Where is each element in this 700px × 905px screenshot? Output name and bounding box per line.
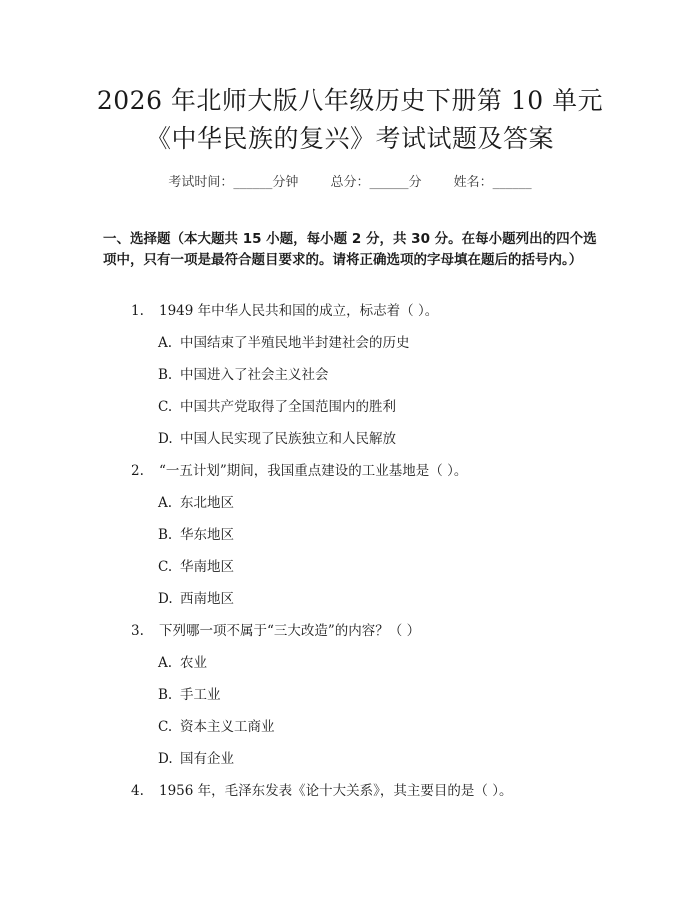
- option-text: 中国人民实现了民族独立和人民解放: [180, 431, 396, 447]
- option-text: 华南地区: [180, 559, 234, 575]
- question-2-option-c: [158, 557, 234, 577]
- option-text: 资本主义工商业: [180, 719, 275, 735]
- option-letter: C.: [158, 559, 173, 575]
- question-number: 2.: [131, 463, 144, 479]
- question-3-option-b: [158, 685, 221, 705]
- question-text: 1956 年，毛泽东发表《论十大关系》，其主要目的是（ ）。: [159, 783, 513, 799]
- question-3-option-a: [158, 653, 207, 673]
- question-1-option-b: [158, 365, 329, 385]
- option-letter: D.: [158, 431, 173, 447]
- question-3-option-d: [158, 749, 234, 769]
- exam-title-line-2: 《中华民族的复兴》考试试题及答案: [145, 124, 554, 153]
- exam-meta: [0, 171, 700, 190]
- option-letter: B.: [158, 687, 173, 703]
- option-text: 中国共产党取得了全国范围内的胜利: [180, 399, 396, 415]
- question-1-option-a: [158, 333, 410, 353]
- option-letter: D.: [158, 591, 173, 607]
- option-letter: C.: [158, 719, 173, 735]
- option-text: 国有企业: [180, 751, 234, 767]
- question-text: 1949 年中华人民共和国的成立，标志着（ ）。: [159, 303, 439, 319]
- question-1-option-d: [158, 429, 396, 449]
- question-text: 下列哪一项不属于“三大改造”的内容？（ ）: [159, 623, 421, 639]
- exam-time-field: 考试时间：______分钟: [168, 175, 299, 190]
- question-number: 1.: [131, 303, 144, 319]
- option-letter: A.: [158, 655, 173, 671]
- question-3-option-c: [158, 717, 275, 737]
- question-4: [131, 781, 512, 801]
- option-text: 手工业: [180, 687, 221, 703]
- option-text: 东北地区: [180, 495, 234, 511]
- option-letter: A.: [158, 335, 173, 351]
- option-text: 农业: [180, 655, 207, 671]
- exam-title-line-1: 2026 年北师大版八年级历史下册第 10 单元: [96, 86, 604, 115]
- total-score-field: 总分：______分: [330, 175, 422, 190]
- question-1-option-c: [158, 397, 396, 417]
- option-letter: A.: [158, 495, 173, 511]
- option-text: 中国进入了社会主义社会: [180, 367, 329, 383]
- section-heading: 一、选择题（本大题共 15 小题，每小题 2 分，共 30 分。在每小题列出的四个选项中，只有一项是最符合题目要求的。请将正确选项的字母填在题后的括号内。）: [103, 231, 597, 268]
- question-2: [131, 461, 467, 481]
- option-text: 中国结束了半殖民地半封建社会的历史: [180, 335, 410, 351]
- question-number: 4.: [131, 783, 144, 799]
- option-letter: C.: [158, 399, 173, 415]
- question-3: [131, 621, 420, 641]
- option-letter: D.: [158, 751, 173, 767]
- question-2-option-b: [158, 525, 234, 545]
- question-1: [131, 301, 438, 321]
- question-2-option-a: [158, 493, 234, 513]
- option-letter: B.: [158, 367, 173, 383]
- question-number: 3.: [131, 623, 144, 639]
- student-name-field: 姓名：______: [453, 175, 532, 190]
- option-text: 华东地区: [180, 527, 234, 543]
- option-text: 西南地区: [180, 591, 234, 607]
- question-text: “一五计划”期间，我国重点建设的工业基地是（ ）。: [159, 463, 468, 479]
- question-2-option-d: [158, 589, 234, 609]
- option-letter: B.: [158, 527, 173, 543]
